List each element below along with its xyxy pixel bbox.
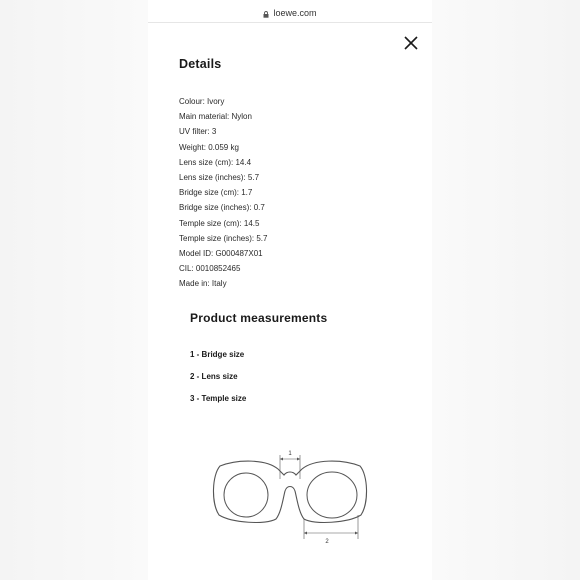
details-spec-list xyxy=(179,96,267,293)
left-lens xyxy=(224,473,268,517)
url-text[interactable]: loewe.com xyxy=(273,8,317,18)
background-left xyxy=(0,0,148,580)
measurement-bridge-size: 1 - Bridge size xyxy=(190,350,245,359)
spec-weight: Weight: 0.059 kg xyxy=(179,142,239,152)
spec-bridge-size-inches: Bridge size (inches): 0.7 xyxy=(179,203,265,213)
details-heading: Details xyxy=(179,57,222,71)
spec-bridge-size-cm: Bridge size (cm): 1.7 xyxy=(179,188,253,198)
phone-screen xyxy=(148,0,432,580)
spec-temple-size-inches: Temple size (inches): 5.7 xyxy=(179,233,268,243)
glasses-frame-outline xyxy=(213,461,366,522)
spec-lens-size-inches: Lens size (inches): 5.7 xyxy=(179,172,260,182)
lens-label: 2 xyxy=(325,539,329,545)
measurement-temple-size: 3 - Temple size xyxy=(190,393,247,403)
measurements-list xyxy=(190,349,246,414)
right-lens xyxy=(307,472,357,518)
spec-model-id: Model ID: G000487X01 xyxy=(179,248,263,258)
spec-lens-size-cm: Lens size (cm): 14.4 xyxy=(179,157,252,167)
measurements-heading: Product measurements xyxy=(190,311,328,325)
address-bar-divider xyxy=(148,22,432,23)
bridge-label: 1 xyxy=(288,451,292,457)
measurement-lens-size: 2 - Lens size xyxy=(190,371,238,381)
close-icon[interactable] xyxy=(402,34,420,52)
spec-main-material: Main material: Nylon xyxy=(179,112,252,122)
bridge-arrow-right xyxy=(297,458,300,461)
lens-arrow-left xyxy=(304,532,307,535)
glasses-measurement-diagram xyxy=(208,445,372,549)
spec-colour: Colour: Ivory xyxy=(179,97,225,106)
lens-arrow-right xyxy=(355,532,358,535)
spec-uv-filter: UV filter: 3 xyxy=(179,127,217,137)
spec-made-in: Made in: Italy xyxy=(179,279,227,289)
bridge-arrow-left xyxy=(280,458,283,461)
address-bar[interactable] xyxy=(148,4,432,22)
spec-cil: CIL: 0010852465 xyxy=(179,264,241,274)
lock-icon xyxy=(263,11,269,18)
background-right xyxy=(432,0,580,580)
spec-temple-size-cm: Temple size (cm): 14.5 xyxy=(179,218,260,228)
